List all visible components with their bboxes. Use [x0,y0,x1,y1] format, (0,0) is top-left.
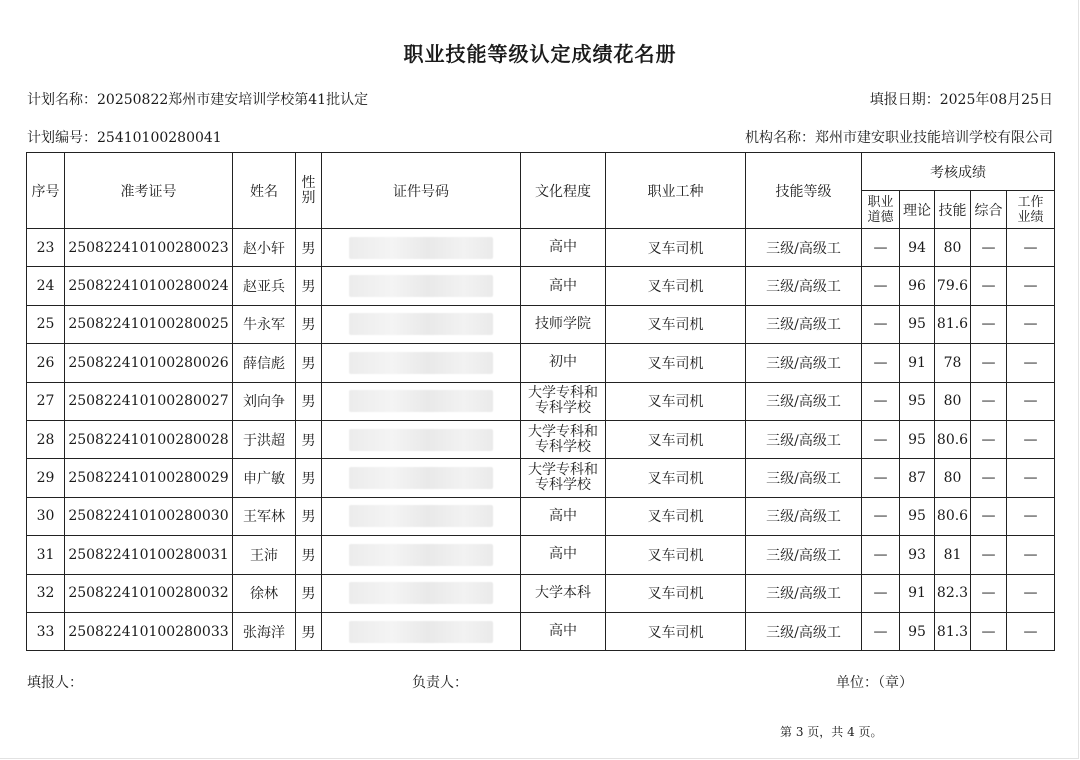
cell-skill-level: 三级/高级工 [746,420,862,458]
cell-education [521,536,606,574]
cell-theory: 91 [900,344,935,382]
redacted-id-blur [349,544,493,566]
cell-education [521,497,606,535]
education-line-1: 技师学院 [535,315,591,332]
table-row [27,497,1055,535]
education-line-1: 大学本科 [535,584,591,601]
table-row [27,344,1055,382]
cell-education [521,420,606,458]
education-line-2: 专科学校 [535,400,591,417]
cell-id-number [322,612,521,650]
cell-skill-level: 三级/高级工 [746,536,862,574]
cell-work: — [1007,459,1055,497]
cell-seq: 32 [27,574,65,612]
cell-gender: 男 [296,612,322,650]
cell-overall: — [971,420,1007,458]
redacted-id-blur [349,467,493,489]
cell-gender: 男 [296,536,322,574]
cell-overall: — [971,497,1007,535]
cell-occupation: 叉车司机 [606,305,746,343]
cell-theory: 95 [900,305,935,343]
cell-seq: 30 [27,497,65,535]
cell-work: — [1007,382,1055,420]
cell-id-number [322,267,521,305]
cell-overall: — [971,382,1007,420]
cell-skill-level: 三级/高级工 [746,305,862,343]
cell-work: — [1007,612,1055,650]
cell-overall: — [971,305,1007,343]
cell-work: — [1007,497,1055,535]
cell-overall: — [971,574,1007,612]
redacted-id-blur [349,429,493,451]
redacted-id-blur [349,390,493,412]
education-line-2: 专科学校 [535,477,591,494]
fill-date [870,89,1053,109]
cell-name: 徐林 [233,574,296,612]
cell-name: 薛信彪 [233,344,296,382]
cell-skill: 81.3 [935,612,971,650]
cell-overall: — [971,267,1007,305]
cell-occupation: 叉车司机 [606,267,746,305]
cell-skill: 82.3 [935,574,971,612]
cell-occupation: 叉车司机 [606,574,746,612]
cell-gender: 男 [296,344,322,382]
education-line-1: 大学专科和 [528,423,598,440]
fill-date-value: 2025年08月25日 [939,92,1053,108]
table-row [27,612,1055,650]
cell-ticket: 250822410100280025 [65,305,233,343]
header-ticket: 准考证号 [65,153,233,229]
cell-id-number [322,574,521,612]
cell-skill-level: 三级/高级工 [746,459,862,497]
cell-ethics: — [862,344,900,382]
header-skill-level: 技能等级 [746,153,862,229]
plan-number-value: 25410100280041 [97,130,222,146]
cell-name: 牛永军 [233,305,296,343]
education-line-2: 专科学校 [535,438,591,455]
redacted-id-blur [349,621,493,643]
cell-skill-level: 三级/高级工 [746,229,862,267]
cell-ethics: — [862,497,900,535]
cell-theory: 95 [900,382,935,420]
cell-ethics: — [862,382,900,420]
cell-overall: — [971,459,1007,497]
table-row [27,574,1055,612]
cell-occupation: 叉车司机 [606,344,746,382]
plan-number-label: 计划编号： [27,130,97,146]
table-row [27,536,1055,574]
cell-theory: 87 [900,459,935,497]
cell-ticket: 250822410100280026 [65,344,233,382]
cell-occupation: 叉车司机 [606,612,746,650]
table-row [27,382,1055,420]
cell-name: 张海洋 [233,612,296,650]
cell-seq: 24 [27,267,65,305]
cell-id-number [322,229,521,267]
cell-id-number [322,382,521,420]
header-work: 工作 业绩 [1007,191,1055,229]
org-name [745,127,1053,147]
cell-skill: 80 [935,382,971,420]
plan-name-label: 计划名称： [27,92,97,108]
cell-ethics: — [862,459,900,497]
org-name-label: 机构名称： [745,130,815,146]
cell-skill: 80.6 [935,497,971,535]
cell-skill: 79.6 [935,267,971,305]
cell-skill: 80.6 [935,420,971,458]
cell-education [521,574,606,612]
cell-work: — [1007,229,1055,267]
cell-ticket: 250822410100280023 [65,229,233,267]
cell-ethics: — [862,420,900,458]
table-row [27,229,1055,267]
cell-gender: 男 [296,497,322,535]
cell-ethics: — [862,229,900,267]
cell-seq: 29 [27,459,65,497]
cell-skill-level: 三级/高级工 [746,574,862,612]
cell-gender: 男 [296,305,322,343]
cell-seq: 28 [27,420,65,458]
redacted-id-blur [349,237,493,259]
cell-skill: 80 [935,459,971,497]
cell-work: — [1007,344,1055,382]
cell-occupation: 叉车司机 [606,229,746,267]
cell-occupation: 叉车司机 [606,420,746,458]
cell-occupation: 叉车司机 [606,459,746,497]
header-scores: 考核成绩 [862,153,1055,191]
header-occupation: 职业工种 [606,153,746,229]
cell-ticket: 250822410100280031 [65,536,233,574]
fill-date-label: 填报日期： [869,92,940,108]
cell-name: 申广敏 [233,459,296,497]
cell-theory: 95 [900,612,935,650]
cell-education [521,459,606,497]
redacted-id-blur [349,582,493,604]
cell-ticket: 250822410100280024 [65,267,233,305]
cell-ticket: 250822410100280028 [65,420,233,458]
header-gender: 性 别 [296,153,322,229]
redacted-id-blur [349,505,493,527]
cell-work: — [1007,420,1055,458]
cell-skill: 78 [935,344,971,382]
cell-ticket: 250822410100280032 [65,574,233,612]
cell-education [521,229,606,267]
cell-seq: 25 [27,305,65,343]
education-line-1: 高中 [549,277,577,294]
table-row [27,267,1055,305]
cell-gender: 男 [296,574,322,612]
cell-skill: 81 [935,536,971,574]
cell-skill: 80 [935,229,971,267]
cell-id-number [322,497,521,535]
cell-work: — [1007,574,1055,612]
cell-seq: 27 [27,382,65,420]
cell-theory: 94 [900,229,935,267]
cell-seq: 23 [27,229,65,267]
cell-theory: 96 [900,267,935,305]
cell-gender: 男 [296,229,322,267]
document-title: 职业技能等级认定成绩花名册 [403,42,677,66]
cell-id-number [322,420,521,458]
cell-ticket: 250822410100280027 [65,382,233,420]
cell-education [521,305,606,343]
page-info: 第 3 页，共 4 页。 [780,725,883,739]
table-row [27,420,1055,458]
education-line-1: 高中 [549,546,577,563]
cell-education [521,382,606,420]
responsible-label: 负责人： [412,675,468,691]
cell-id-number [322,344,521,382]
header-name: 姓名 [233,153,296,229]
cell-work: — [1007,536,1055,574]
cell-education [521,344,606,382]
header-theory: 理论 [900,191,935,229]
cell-theory: 91 [900,574,935,612]
cell-overall: — [971,344,1007,382]
cell-seq: 33 [27,612,65,650]
cell-id-number [322,459,521,497]
header-overall: 综合 [971,191,1007,229]
org-name-value: 郑州市建安职业技能培训学校有限公司 [815,130,1053,146]
header-skill: 技能 [935,191,971,229]
cell-skill: 81.6 [935,305,971,343]
table-body [27,229,1055,651]
cell-ethics: — [862,305,900,343]
education-line-1: 初中 [549,354,577,371]
plan-name [27,89,368,109]
cell-occupation: 叉车司机 [606,497,746,535]
cell-id-number [322,536,521,574]
cell-ethics: — [862,536,900,574]
cell-gender: 男 [296,382,322,420]
plan-name-value: 20250822郑州市建安培训学校第41批认定 [97,92,369,108]
cell-name: 于洪超 [233,420,296,458]
redacted-id-blur [349,275,493,297]
cell-ticket: 250822410100280029 [65,459,233,497]
cell-ticket: 250822410100280030 [65,497,233,535]
cell-overall: — [971,612,1007,650]
cell-work: — [1007,305,1055,343]
header-id-number: 证件号码 [322,153,521,229]
redacted-id-blur [349,352,493,374]
cell-education [521,612,606,650]
cell-ticket: 250822410100280033 [65,612,233,650]
cell-overall: — [971,229,1007,267]
cell-gender: 男 [296,459,322,497]
cell-skill-level: 三级/高级工 [746,497,862,535]
plan-number [27,127,222,147]
header-row [27,153,1055,191]
cell-theory: 93 [900,536,935,574]
cell-ethics: — [862,612,900,650]
education-line-1: 大学专科和 [528,385,598,402]
header-education: 文化程度 [521,153,606,229]
header-seq: 序号 [27,153,65,229]
education-line-1: 大学专科和 [528,462,598,479]
cell-occupation: 叉车司机 [606,536,746,574]
cell-skill-level: 三级/高级工 [746,267,862,305]
education-line-1: 高中 [549,623,577,640]
cell-ethics: — [862,574,900,612]
filler-label: 填报人： [27,675,83,691]
cell-name: 赵亚兵 [233,267,296,305]
cell-skill-level: 三级/高级工 [746,382,862,420]
table-row [27,459,1055,497]
cell-name: 刘向争 [233,382,296,420]
education-line-1: 高中 [549,239,577,256]
education-line-1: 高中 [549,507,577,524]
unit-seal-label: 单位：（章） [836,675,913,691]
cell-seq: 31 [27,536,65,574]
table-row [27,305,1055,343]
cell-gender: 男 [296,420,322,458]
cell-id-number [322,305,521,343]
cell-theory: 95 [900,420,935,458]
cell-gender: 男 [296,267,322,305]
cell-name: 赵小轩 [233,229,296,267]
cell-ethics: — [862,267,900,305]
cell-occupation: 叉车司机 [606,382,746,420]
cell-overall: — [971,536,1007,574]
cell-name: 王军林 [233,497,296,535]
cell-name: 王沛 [233,536,296,574]
cell-theory: 95 [900,497,935,535]
redacted-id-blur [349,313,493,335]
cell-education [521,267,606,305]
header-ethics: 职业 道德 [862,191,900,229]
cell-skill-level: 三级/高级工 [746,344,862,382]
score-roster-table [26,152,1055,651]
cell-seq: 26 [27,344,65,382]
cell-skill-level: 三级/高级工 [746,612,862,650]
cell-work: — [1007,267,1055,305]
